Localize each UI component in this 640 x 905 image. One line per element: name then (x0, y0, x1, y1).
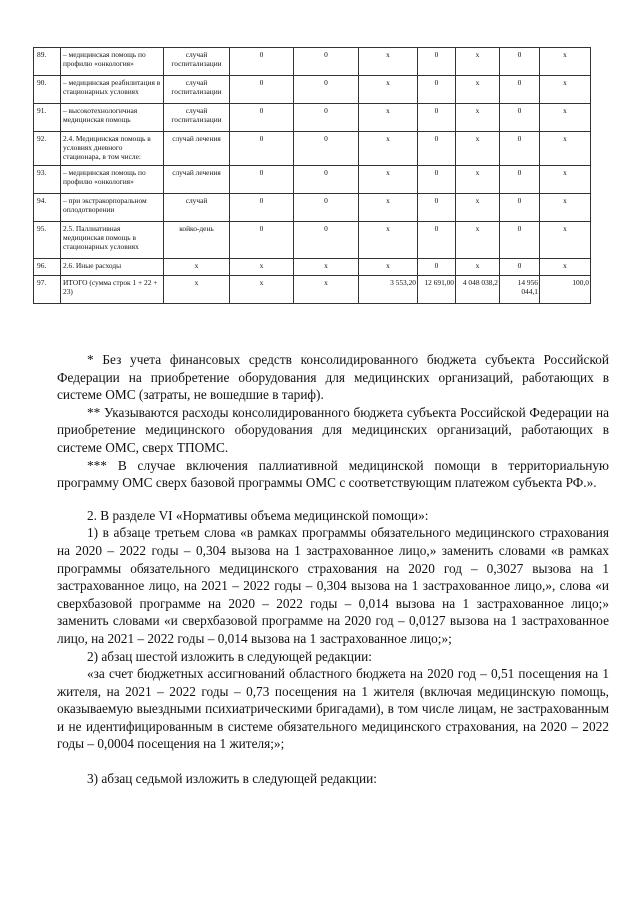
row-value: 0 (418, 76, 456, 104)
row-value: 0 (500, 132, 540, 166)
row-name: – медицинская помощь по профилю «онкология» (61, 166, 164, 194)
row-number: 91. (34, 104, 61, 132)
row-value: 0 (230, 222, 294, 259)
row-value: 0 (500, 48, 540, 76)
row-value: x (359, 194, 418, 222)
row-unit: случай лечения (164, 132, 230, 166)
row-value: x (230, 259, 294, 276)
item-2-quote: «за счет бюджетных ассигнований областного бюджета на 2020 год – 0,51 посещения на 1 жителя, на 2021 – 2022 годы – 0,73 посещения на 1 жителя (включая медицинскую помощь, оказываемую выездными психиатрическими бригадами), в том числе лицам, не застрахованным и не идентифицированным в системе обязательного медицинского страхования, на 2020 – 2022 годы – 0,0004 посещения на 1 жителя;»; (57, 666, 609, 752)
volume-table (33, 47, 617, 304)
row-value: 0 (500, 104, 540, 132)
row-number: 92. (34, 132, 61, 166)
row-name: 2.6. Иные расходы (61, 259, 164, 276)
row-value: 3 553,20 (359, 276, 418, 304)
row-value: x (294, 276, 359, 304)
row-value: 0 (230, 48, 294, 76)
table-row (34, 132, 617, 166)
row-value: x (456, 48, 500, 76)
row-value: 0 (500, 222, 540, 259)
row-unit: случай госпитализации (164, 104, 230, 132)
row-value: 0 (294, 222, 359, 259)
row-value: 0 (418, 48, 456, 76)
row-name: – медицинская помощь по профилю «онкология» (61, 48, 164, 76)
row-value: 0 (418, 194, 456, 222)
row-value: x (540, 259, 591, 276)
row-unit: случай госпитализации (164, 48, 230, 76)
row-value: x (359, 132, 418, 166)
row-value: x (540, 76, 591, 104)
row-value: x (359, 166, 418, 194)
row-value: 0 (294, 166, 359, 194)
row-name: 2.5. Паллиативная медицинская помощь в стационарных условиях (61, 222, 164, 259)
row-value: 0 (230, 132, 294, 166)
row-value: 0 (294, 194, 359, 222)
row-value: 0 (294, 104, 359, 132)
row-name: – высокотехнологичная медицинская помощь (61, 104, 164, 132)
row-number: 95. (34, 222, 61, 259)
row-value: 0 (294, 48, 359, 76)
row-value: x (359, 104, 418, 132)
row-value: 0 (230, 166, 294, 194)
row-value: 0 (230, 104, 294, 132)
row-value: 0 (294, 132, 359, 166)
row-value: 0 (230, 76, 294, 104)
row-value: x (230, 276, 294, 304)
footnote-3: *** В случае включения паллиативной медицинской помощи в территориальную программу ОМС сверх базовой программы ОМС с соответствующим платежом субъекта РФ.». (57, 457, 609, 491)
row-value: x (456, 259, 500, 276)
row-value: x (540, 166, 591, 194)
row-value: x (359, 48, 418, 76)
row-value: x (359, 259, 418, 276)
row-value: 0 (418, 166, 456, 194)
table-row (34, 222, 617, 259)
row-unit: случай (164, 194, 230, 222)
table-row (34, 166, 617, 194)
row-name: – при экстракорпоральном оплодотворении (61, 194, 164, 222)
row-name: 2.4. Медицинская помощь в условиях дневного стационара, в том числе: (61, 132, 164, 166)
row-value: 0 (230, 194, 294, 222)
row-unit: случай лечения (164, 166, 230, 194)
row-value: x (456, 194, 500, 222)
row-value: x (294, 259, 359, 276)
item-3-paragraph: 3) абзац седьмой изложить в следующей редакции: (87, 771, 377, 787)
row-number: 89. (34, 48, 61, 76)
row-value: 0 (418, 259, 456, 276)
row-unit: x (164, 276, 230, 304)
row-value: 0 (418, 132, 456, 166)
row-value: x (359, 76, 418, 104)
row-value: x (456, 132, 500, 166)
row-unit: койко-день (164, 222, 230, 259)
table-row (34, 76, 617, 104)
footnote-1: * Без учета финансовых средств консолидированного бюджета субъекта Российской Федерации на приобретение оборудования для медицинских организаций, работающих в системе ОМС (затраты, не вошедшие в тариф). (57, 352, 609, 403)
row-value: 0 (500, 194, 540, 222)
row-value: 0 (500, 76, 540, 104)
row-value: 100,0 (540, 276, 591, 304)
row-value: 0 (418, 222, 456, 259)
row-value: x (540, 132, 591, 166)
row-number: 96. (34, 259, 61, 276)
row-value: x (540, 194, 591, 222)
row-unit: x (164, 259, 230, 276)
row-number: 97. (34, 276, 61, 304)
item-2-paragraph: 2) абзац шестой изложить в следующей редакции: (87, 648, 372, 664)
row-value: x (456, 104, 500, 132)
row-value: x (456, 76, 500, 104)
table-row (34, 48, 617, 76)
row-number: 94. (34, 194, 61, 222)
row-value: 12 691,00 (418, 276, 456, 304)
item-1-paragraph: 1) в абзаце третьем слова «в рамках программы обязательного медицинского страхования на 2020 – 2022 годы – 0,304 вызова на 1 застрахованное лицо,» заменить словами «в рамках программы обязательного медицинского страхования на 2020 год – 0,3027 вызова на 1 застрахованное лицо, на 2021 – 2022 годы – 0,304 вызова на 1 застрахованное лицо,», слова «и сверхбазовой программе на 2020 – 2022 годы – 0,014 вызова на 1 застрахованное лицо;» заменить словами «и сверхбазовой программе на 2020 год – 0,0127 вызова на 1 застрахованное лицо, на 2021 – 2022 годы – 0,014 вызова на 1 застрахованное лицо;»; (57, 525, 609, 646)
row-unit: случай госпитализации (164, 76, 230, 104)
document-body (57, 351, 609, 788)
row-value: 0 (294, 76, 359, 104)
row-value: 0 (500, 166, 540, 194)
table-row (34, 276, 617, 304)
section-2-heading: 2. В разделе VI «Нормативы объема медицинской помощи»: (87, 507, 429, 523)
row-value: x (456, 166, 500, 194)
table-row (34, 104, 617, 132)
table-row (34, 259, 617, 276)
row-number: 93. (34, 166, 61, 194)
row-value: 0 (500, 259, 540, 276)
row-value: 4 048 038,2 (456, 276, 500, 304)
row-value: x (540, 48, 591, 76)
row-value: x (540, 222, 591, 259)
row-name: ИТОГО (сумма строк 1 + 22 + 23) (61, 276, 164, 304)
row-number: 90. (34, 76, 61, 104)
row-value: x (456, 222, 500, 259)
row-value: x (540, 104, 591, 132)
footnote-2: ** Указываются расходы консолидированного бюджета субъекта Российской Федерации на приобретение медицинского оборудования для медицинских организаций, работающих в системе ОМС, сверх ТПОМС. (57, 404, 609, 455)
row-value: x (359, 222, 418, 259)
table-row (34, 194, 617, 222)
row-name: – медицинская реабилитация в стационарных условиях (61, 76, 164, 104)
row-value: 14 956 044,1 (500, 276, 540, 304)
row-value: 0 (418, 104, 456, 132)
